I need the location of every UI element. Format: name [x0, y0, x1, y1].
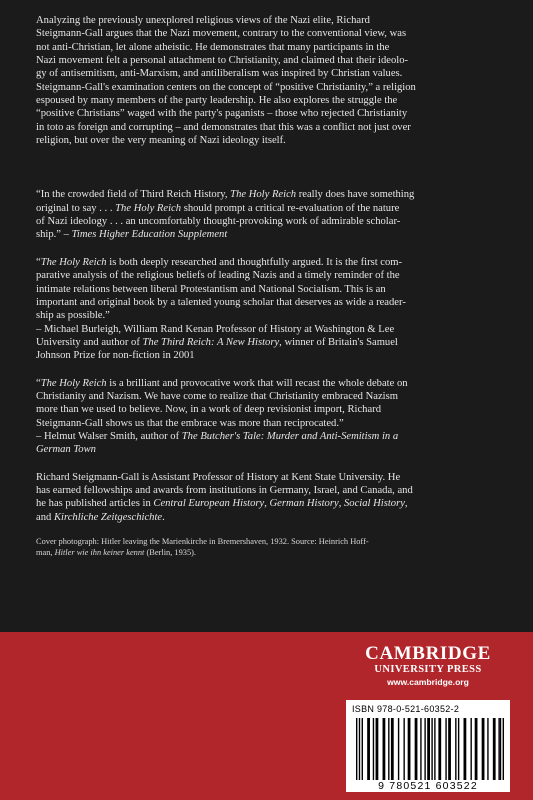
quote-text: is a brilliant and provocative work that will recast the whole debate on: [106, 377, 408, 389]
blurb-line: Steigmann-Gall argues that the Nazi movement, contrary to the conventional view, was: [36, 28, 407, 40]
review-source: Times Higher Education Supplement: [71, 229, 228, 241]
isbn-barcode: [346, 700, 510, 792]
barcode-bar: [424, 718, 425, 780]
barcode-bar: [383, 718, 386, 780]
book-title: The Holy Reich: [40, 256, 107, 268]
credit-text: (Berlin, 1935).: [144, 548, 197, 557]
barcode-bar: [415, 718, 418, 780]
barcode-bar: [362, 718, 363, 780]
bio-text: has earned fellowships and awards from institutions in Germany, Israel, and Canada, and: [36, 484, 413, 496]
barcode-bar: [376, 718, 379, 780]
publisher-logo: [346, 644, 510, 688]
blurb-line: Analyzing the previously unexplored religious views of the Nazi elite, Richard: [36, 15, 370, 26]
blurb-line: Nazi movement felt a personal attachment to Christianity, and claimed that their ideolo-: [36, 55, 409, 67]
review-walser-smith: “The Holy Reich is a brilliant and provocative work that will recast the whole debate on Christianity and Nazism. We have come to realize that Christianity embraced Nazism more than we used to believe. Now, in a work of deep revisionist import, Richard Steigmann-Gall shows us that the embrace was more than reciprocated.” – Helmut Walser Smith, author of The Butcher's Tale: Murder and Anti-Semitism in a German Town: [36, 377, 498, 457]
quote-text: really does have something: [296, 189, 415, 201]
quote-text: “In the crowded field of Third Reich History,: [36, 189, 231, 201]
barcode-bar: [373, 718, 374, 780]
barcode-bar: [408, 718, 411, 780]
book-title: The Third Reich: A New History: [142, 336, 280, 348]
barcode-bar: [403, 718, 404, 780]
quote-attribution: – Helmut Walser Smith, author of: [36, 430, 182, 442]
journal-title: Central European History: [153, 498, 265, 510]
quote-text: ship as possible.”: [36, 310, 110, 322]
barcode-bar: [431, 718, 432, 780]
quote-text: parative analysis of the religious beliefs of leading Nazis and a timely reminder of the: [36, 270, 400, 282]
quote-text: more than we used to believe. Now, in a work of deep revisionist import, Richard: [36, 404, 381, 416]
barcode-bar: [458, 718, 459, 780]
barcode-bar: [391, 718, 394, 780]
cover-photo-credit: [36, 536, 498, 558]
barcode-bar: [455, 718, 456, 780]
blurb-line: “positive Christians” waged with the party's paganists – those who rejected Christianity: [36, 108, 408, 120]
barcode-bar: [434, 718, 435, 780]
barcode-bar: [359, 718, 360, 780]
barcode-bar: [482, 718, 485, 780]
book-title: German Town: [36, 444, 96, 456]
barcode-bar: [438, 718, 441, 780]
barcode-bar: [487, 718, 488, 780]
barcode-bar: [470, 718, 471, 780]
blurb-line: in toto as foreign and corrupting – and demonstrates that this was a conflict not just over: [36, 121, 411, 133]
quote-text: is both deeply researched and thoughtfully argued. It is the first com-: [106, 256, 403, 268]
barcode-digits: 9 780521 603522: [378, 780, 478, 792]
quote-text: ship.” –: [36, 229, 72, 241]
review-times-higher-ed: [36, 188, 498, 241]
blurb-line: Steigmann-Gall's examination centers on the concept of “positive Christianity,” a religion: [36, 81, 416, 93]
quote-attribution: – Michael Burleigh, William Rand Kenan Professor of History at Washington & Lee: [36, 323, 395, 335]
credit-text: Cover photograph: Hitler leaving the Marienkirche in Bremershaven, 1932. Source: Heinrich Hoff-: [36, 537, 369, 546]
book-title: The Butcher's Tale: Murder and Anti-Semitism in a: [181, 430, 399, 442]
barcode-bar: [464, 718, 467, 780]
quote-text: important and original book by a talented young scholar that deserves as wide a reader-: [36, 296, 406, 308]
barcode-bar: [448, 718, 451, 780]
bio-text: Richard Steigmann-Gall is Assistant Professor of History at Kent State University. He: [36, 471, 401, 483]
quote-attribution: , winner of Britain's Samuel: [279, 336, 398, 348]
quote-attribution: University and author of: [36, 336, 143, 348]
book-title: The Holy Reich: [115, 202, 182, 214]
quote-text: should prompt a critical re-evaluation of the nature: [181, 202, 400, 214]
barcode-bar: [498, 718, 499, 780]
quote-text: of Nazi ideology . . . an uncomfortably thought-provoking work of admirable scholar-: [36, 216, 401, 228]
quote-text: intimate relations between liberal Protestantism and National Socialism. This is an: [36, 283, 386, 295]
quote-text: original to say . . .: [36, 202, 116, 214]
book-title: The Holy Reich: [40, 377, 107, 389]
barcode-bars-icon: [356, 718, 504, 780]
blurb-line: not anti-Christian, let alone atheistic. He demonstrates that many participants in the: [36, 41, 390, 53]
blurb-line: espoused by many members of the party leadership. He also explores the struggle the: [36, 95, 398, 107]
barcode-bar: [356, 718, 357, 780]
publisher-subtitle: UNIVERSITY PRESS: [374, 664, 482, 675]
barcode-bar: [388, 718, 389, 780]
review-burleigh: “The Holy Reich is both deeply researched and thoughtfully argued. It is the first com- parative analysis of the religious beliefs of leading Nazis and a timely reminder of the intimate relations between liberal Protestantism and National Socialism. This is an important and original book by a talented young scholar that deserves as wide a reader- ship as possible.” – Michael Burleigh, William Rand Kenan Professor of History at Washington & Lee University and author of The Third Reich: A New History, winner of Britain's Samuel Johnson Prize for non-fiction in 2001: [36, 256, 498, 363]
credit-text: man,: [36, 548, 55, 557]
barcode-bar: [500, 718, 501, 780]
barcode-bar: [420, 718, 421, 780]
blurb: [36, 14, 498, 147]
bio-text: and: [36, 511, 54, 523]
source-title: Hitler wie ihn keiner kennt: [54, 548, 145, 557]
back-cover-text: [36, 14, 498, 558]
journal-title: German History: [269, 498, 339, 510]
publisher-name: CAMBRIDGE: [365, 643, 491, 664]
isbn-label: ISBN 978-0-521-60352-2: [352, 704, 460, 714]
barcode-bar: [475, 718, 478, 780]
journal-title: Social History: [343, 498, 405, 510]
bio-text: he has published articles in: [36, 498, 154, 510]
barcode-bar: [493, 718, 496, 780]
barcode-bar: [427, 718, 430, 780]
quote-attribution: Johnson Prize for non-fiction in 2001: [36, 350, 195, 362]
blurb-line: religion, but over the very meaning of Nazi ideology itself.: [36, 135, 286, 147]
blurb-line: gy of antisemitism, anti-Marxism, and antiliberalism was inspired by Christian values.: [36, 68, 403, 80]
journal-title: Kirchliche Zeitgeschichte: [53, 511, 163, 523]
barcode-bar: [398, 718, 399, 780]
barcode-bar: [503, 718, 504, 780]
book-title: The Holy Reich: [230, 189, 297, 201]
quote-text: Steigmann-Gall shows us that the embrace was more than reciprocated.”: [36, 417, 344, 429]
quote-text: Christianity and Nazism. We have come to realize that Christianity embraced Nazism: [36, 390, 398, 402]
publisher-url: www.cambridge.org: [387, 677, 469, 687]
barcode-bar: [445, 718, 446, 780]
barcode-bar: [367, 718, 370, 780]
author-bio: Richard Steigmann-Gall is Assistant Professor of History at Kent State University. He has earned fellowships and awards from institutions in Germany, Israel, and Canada, and he has published articles in Central European History, German History, Social History, and Kirchliche Zeitgeschichte.: [36, 471, 498, 524]
